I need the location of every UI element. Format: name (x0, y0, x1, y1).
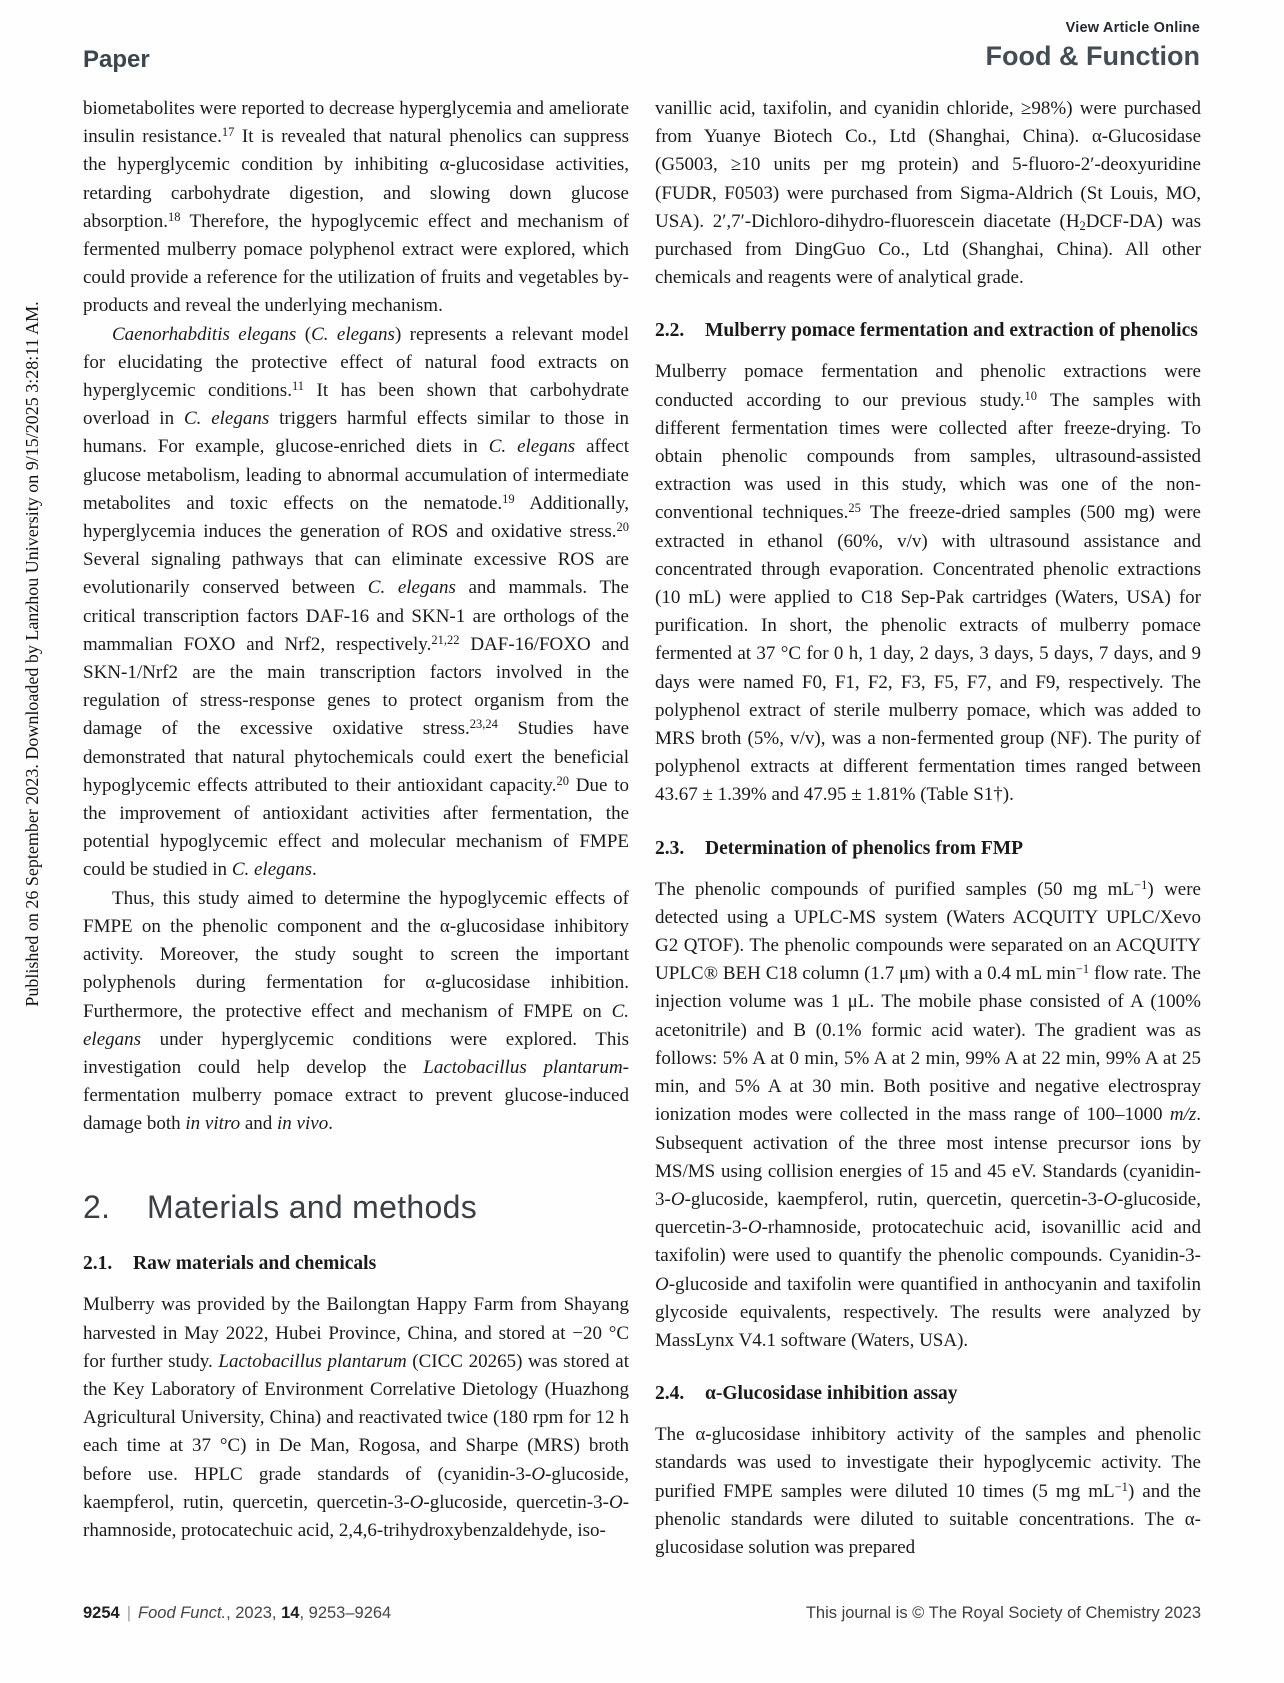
text-segment: C. elegans (231, 859, 313, 881)
text-segment: O (670, 1188, 685, 1210)
subsection-title: α-Glucosidase inhibition assay (705, 1383, 958, 1405)
text-segment: -glucoside, quercetin-3- (423, 1491, 609, 1513)
paragraph (655, 1421, 1201, 1562)
paragraph (83, 95, 629, 321)
subsection-title: Mulberry pomace fermentation and extraction of phenolics (705, 320, 1198, 342)
text-segment: C. elegans (83, 1000, 629, 1050)
text-segment: 23,24 (469, 717, 498, 732)
subsection-heading (655, 835, 1201, 862)
text-segment: O (747, 1217, 762, 1239)
text-segment: ) and the phenolic standards were diluted to suitable concentrations. The α-glucosidase solution was prepared (655, 1480, 1201, 1558)
text-segment: C. elegans (311, 323, 395, 345)
subsection-title: Determination of phenolics from FMP (705, 837, 1024, 859)
right-column (655, 95, 1201, 1562)
text-segment: -glucoside, kaempferol, rutin, quercetin, quercetin-3- (684, 1188, 1104, 1210)
text-segment: Due to the improvement of antioxidant activities after fermentation, the potential hypoglycemic effect and molecular mechanism of FMPE could be studied in (83, 774, 629, 881)
text-segment: C. elegans (488, 436, 576, 458)
text-segment: m/z (1169, 1104, 1197, 1126)
text-segment: 20 (616, 520, 629, 535)
text-segment: Several signaling pathways that can eliminate excessive ROS are evolutionarily conserved between (83, 549, 629, 599)
text-segment: , 9253–9264 (299, 1604, 392, 1622)
paragraph (83, 321, 629, 885)
text-segment: -fermentation mulberry pomace extract to prevent glucose-induced damage both (83, 1056, 629, 1135)
text-segment: -glucoside, kaempferol, rutin, quercetin, quercetin-3- (83, 1463, 629, 1513)
text-segment: 14 (281, 1604, 300, 1622)
journal-name: Food & Function (985, 41, 1200, 71)
paragraph (655, 358, 1201, 809)
text-segment: -glucoside, quercetin-3- (655, 1188, 1201, 1239)
footer-citation (83, 1604, 391, 1623)
text-segment: Therefore, the hypoglycemic effect and mechanism of fermented mulberry pomace polyphenol extract were explored, which could provide a reference for the utilization of fruits and vegetables by-products and reveal the underlying mechanism. (83, 210, 629, 317)
text-segment: ) represents a relevant model for elucidating the protective effect of natural food extracts on hyperglycemic conditions. (83, 323, 629, 402)
text-segment: Thus, this study aimed to determine the hypoglycemic effects of FMPE on the phenolic component and the α-glucosidase inhibitory activity. Moreover, the study sought to screen the important polyphenols during fermentation for α-glucosidase inhibition. Furthermore, the protective effect and mechanism of FMPE on (83, 887, 629, 1022)
page-footer (83, 1604, 1201, 1623)
subsection-heading (655, 1380, 1201, 1407)
text-segment: DCF-DA) was purchased from DingGuo Co., Ltd (Shanghai, China). All other chemicals and reagents were of analytical grade. (655, 210, 1202, 289)
text-segment: triggers harmful effects similar to those in humans. For example, glucose-enriched diets in (83, 408, 630, 458)
text-segment: The samples with different fermentation times were collected after freeze-drying. To obtain phenolic compounds from samples, ultrasound-assisted extraction was used in this study, which was one of the non-conventional techniques. (655, 389, 1202, 524)
text-segment: Lactobacillus plantarum (218, 1350, 407, 1372)
text-segment: It is revealed that natural phenolics can suppress the hyperglycemic condition by inhibiting α-glucosidase activities, retarding carbohydrate digestion, and slowing down glucose absorption. (83, 126, 629, 232)
text-segment: 17 (221, 125, 235, 140)
text-segment: Caenorhabditis elegans (112, 323, 297, 345)
subsection-number: 2.2. (655, 320, 685, 342)
text-segment: The phenolic compounds of purified samples (50 mg mL (655, 878, 1135, 900)
text-segment: O (1103, 1188, 1118, 1210)
text-segment: DAF-16/FOXO and SKN-1/Nrf2 are the main transcription factors involved in the regulation of stress-response genes to protect organism from the damage of the excessive oxidative stress. (83, 633, 629, 740)
subsection-title: Raw materials and chemicals (133, 1253, 377, 1275)
text-segment: 21,22 (431, 632, 460, 647)
text-segment: -glucoside and taxifolin were quantified in anthocyanin and taxifolin glycoside equivalents, respectively. The results were analyzed by MassLynx V4.1 software (Waters, USA). (655, 1273, 1201, 1351)
text-segment: 19 (502, 491, 515, 506)
text-segment: vanillic acid, taxifolin, and cyanidin chloride, ≥98%) were purchased from Yuanye Biotech Co., Ltd (Shanghai, China). α-Glucosidase (G5003, ≥10 units per mg protein) and 5-fluoro-2′-deoxyuridine (FUDR, F0503) were purchased from Sigma-Aldrich (St Louis, MO, USA). 2′,7′-Dichloro-dihydro-fluorescein diacetate (H (655, 98, 1201, 232)
text-segment: It has been shown that carbohydrate overload in (83, 380, 629, 430)
text-segment: 25 (848, 501, 861, 516)
text-segment: −1 (1114, 1479, 1128, 1494)
text-segment: and mammals. The critical transcription factors DAF-16 and SKN-1 are orthologs of the mammalian FOXO and Nrf2, respectively. (83, 577, 629, 655)
text-segment: −1 (1134, 877, 1148, 892)
article-type-label: Paper (83, 46, 150, 73)
subsection-heading (655, 317, 1201, 344)
text-segment: under hyperglycemic conditions were explored. This investigation could help develop the (83, 1028, 629, 1078)
text-segment: Mulberry was provided by the Bailongtan Happy Farm from Shayang harvested in May 2022, Hubei Province, China, and stored at −20 °C for further study. (83, 1294, 629, 1372)
text-segment: O (531, 1463, 546, 1485)
text-segment: , 2023, (226, 1604, 282, 1622)
subsection-number: 2.3. (655, 837, 685, 859)
text-segment: −1 (1075, 962, 1090, 977)
text-segment: 2 (1079, 218, 1086, 233)
text-segment: ) were detected using a UPLC-MS system (Waters ACQUITY UPLC/Xevo G2 QTOF). The phenolic compounds were separated on an ACQUITY UPLC® BEH C18 column (1.7 μm) with a 0.4 mL min (655, 878, 1201, 985)
text-segment: ( (296, 323, 312, 345)
text-segment: O (409, 1491, 424, 1513)
subsection-number: 2.4. (655, 1383, 685, 1405)
paragraph (83, 885, 629, 1139)
text-segment: 9254 (83, 1604, 120, 1622)
download-provenance-note: Published on 26 September 2023. Downloaded by Lanzhou University on 9/15/2025 3:28:11 AM. (22, 301, 42, 1007)
text-segment: 18 (167, 209, 181, 224)
footer-copyright: This journal is © The Royal Society of Chemistry 2023 (805, 1604, 1201, 1622)
text-segment: C. elegans (183, 408, 270, 430)
text-segment: 20 (556, 773, 569, 788)
text-segment: Mulberry pomace fermentation and phenolic extractions were conducted according to our previous study. (655, 361, 1201, 411)
paragraph (655, 95, 1201, 292)
text-segment: . (312, 859, 317, 881)
text-segment: in vitro (185, 1113, 241, 1135)
text-segment: Lactobacillus plantarum (423, 1056, 623, 1078)
text-segment: -rhamnoside, protocatechuic acid, isovanillic acid and taxifolin) were used to quantify the phenolic compounds. Cyanidin-3- (655, 1217, 1201, 1267)
text-segment: biometabolites were reported to decrease hyperglycemia and ameliorate insulin resistance. (83, 98, 629, 148)
text-segment: Additionally, hyperglycemia induces the generation of ROS and oxidative stress. (83, 492, 629, 543)
text-segment: . Subsequent activation of the three most intense precursor ions by MS/MS using collision energies of 15 and 45 eV. Standards (cyanidin-3- (655, 1104, 1201, 1210)
text-segment: The freeze-dried samples (500 mg) were extracted in ethanol (60%, v/v) with ultrasound assistance and concentrated through evaporation. Concentrated phenolic extractions (10 mL) were applied to C18 Sep-Pak cartridges (Waters, USA) for purification. In short, the phenolic extracts of mulberry pomace fermented at 37 °C for 0 h, 1 day, 2 days, 3 days, 5 days, 7 days, and 9 days were named F0, F1, F2, F3, F5, F7, and F9, respectively. The polyphenol extract of sterile mulberry pomace, which was added to MRS broth (5%, v/v), was a non-fermented group (NF). The purity of polyphenol extracts at different fermentation times ranged between 43.67 ± 1.39% and 47.95 ± 1.81% (Table S1†). (655, 502, 1201, 806)
subsection-number: 2.1. (83, 1253, 113, 1275)
text-segment: Food Funct. (138, 1604, 227, 1622)
text-segment: -rhamnoside, protocatechuic acid, 2,4,6-trihydroxybenzaldehyde, iso- (83, 1491, 630, 1541)
text-segment: and (240, 1113, 278, 1135)
subsection-heading (83, 1250, 629, 1277)
text-segment: affect glucose metabolism, leading to abnormal accumulation of intermediate metabolites and toxic effects on the nematode. (83, 436, 630, 514)
text-segment: O (608, 1491, 623, 1513)
text-segment: . (328, 1113, 333, 1135)
view-article-online-link[interactable]: View Article Online (1065, 20, 1200, 36)
paragraph (655, 876, 1201, 1355)
paragraph (83, 1291, 629, 1545)
text-segment: 10 (1024, 388, 1038, 403)
text-segment: 11 (291, 379, 304, 394)
text-segment: Studies have demonstrated that natural phytochemicals could exert the beneficial hypoglycemic effects attributed to their antioxidant capacity. (83, 718, 629, 796)
left-column (83, 95, 629, 1545)
text-segment: The α-glucosidase inhibitory activity of the samples and phenolic standards was used to investigate their hypoglycemic activity. The purified FMPE samples were diluted 10 times (5 mg mL (655, 1424, 1201, 1502)
text-segment: | (126, 1604, 132, 1622)
section-title: Materials and methods (147, 1188, 478, 1225)
section-heading (83, 1189, 629, 1226)
text-segment: C. elegans (367, 577, 456, 599)
text-segment: O (655, 1273, 669, 1295)
text-segment: in vivo (277, 1113, 329, 1135)
text-segment: (CICC 20265) was stored at the Key Laboratory of Environment Correlative Dietology (Huazhong Agricultural University, China) and reactivated twice (180 rpm for 12 h each time at 37 °C) in De Man, Rogosa, and Sharpe (MRS) broth before use. HPLC grade standards of (cyanidin-3- (83, 1350, 629, 1485)
text-segment: flow rate. The injection volume was 1 μL. The mobile phase consisted of A (100% acetonitrile) and B (0.1% formic acid water). The gradient was as follows: 5% A at 0 min, 5% A at 2 min, 99% A at 22 min, 99% A at 25 min, and 5% A at 30 min. Both positive and negative electrospray ionization modes were collected in the mass range of 100–1000 (655, 963, 1201, 1126)
section-number: 2. (83, 1188, 111, 1225)
